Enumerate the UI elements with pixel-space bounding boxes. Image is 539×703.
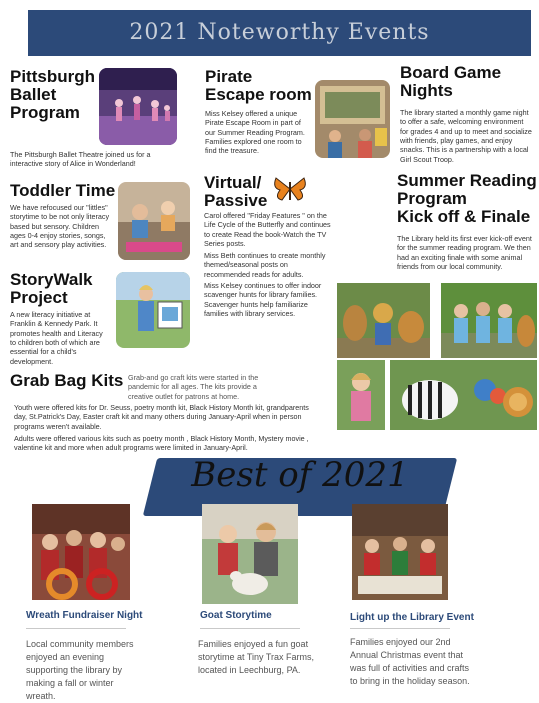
- footer-title-wreath: Wreath Fundraiser Night: [26, 610, 143, 621]
- toddler-text: We have refocused our "littles" storytime to be not only literacy based but sensory. Children ages 0-4 enjoy stories, songs, art and sensory play activities.: [10, 203, 110, 250]
- footer-text-wreath: Local community members enjoyed an evening supporting the library by making a fall or winter wreath.: [26, 639, 134, 702]
- footer-text-goat: Families enjoyed a fun goat storytime at Tiny Trax Farms, located in Leechburg, PA.: [198, 639, 315, 676]
- footer-text-lightup: Families enjoyed our 2nd Annual Christmas event that was full of activities and crafts to bring in the holiday season.: [350, 637, 470, 687]
- grabbag-heading: Grab Bag Kits: [10, 371, 124, 390]
- summer-animals-photo: [337, 283, 430, 358]
- wreath-photo: [32, 504, 130, 600]
- page-title: 2021 Noteworthy Events: [129, 20, 430, 45]
- summer-heading: Summer Reading Program Kick off & Finale: [397, 171, 537, 226]
- virtual-text-3: Miss Kelsey continues to offer indoor scavenger hunts for library families. Scavenger hunts help familiarize families with library services.: [204, 281, 322, 319]
- footer-divider-lightup: [350, 628, 450, 629]
- goat-photo: [202, 504, 298, 604]
- storywalk-heading: StoryWalk Project: [10, 270, 93, 307]
- storywalk-photo: [116, 272, 190, 348]
- ballet-text: The Pittsburgh Ballet Theatre joined us for a interactive story of Alice in Wonderland!: [10, 150, 151, 169]
- grabbag-youth-text: Youth were offered kits for Dr. Seuss, poetry month kit, Black History Month kit, grandparents day, St.Patrick's Day, Easter craft kit and many others during January-April when in person programs weren't available.: [14, 403, 309, 431]
- footer-title-goat: Goat Storytime: [200, 610, 272, 621]
- footer-divider-goat: [200, 628, 300, 629]
- grabbag-side-text: Grab-and go craft kits were started in the pandemic for all ages. The kits provide a creative outlet for patrons at home.: [128, 373, 259, 401]
- best-title: Best of 2021: [191, 455, 409, 495]
- butterfly-icon: [272, 174, 308, 204]
- summer-text: The Library held its first ever kick-off event for the summer reading program. We then had an exciting finale with some animal friends from our local community.: [397, 234, 532, 272]
- grabbag-adult-text: Adults were offered various kits such as poetry month , Black History Month, Mystery movie , valentine kit and more when adult programs were limited in January-April.: [14, 434, 309, 453]
- footer-divider-wreath: [26, 628, 126, 629]
- virtual-text-2: Miss Beth continues to create monthly themed/seasonal posts on recommended reads for adults.: [204, 251, 326, 279]
- virtual-text-1: Carol offered "Friday Features " on the Life Cycle of the Butterfly and continues to create Read the book-Watch the TV Series posts.: [204, 211, 331, 249]
- board-text: The library started a monthly game night to offer a safe, welcoming environment for grades 4 and up to meet and socialize with friends, play games, and enjoy snacks. This is a partnership with a local Girl Scout Troop.: [400, 108, 532, 164]
- footer-title-lightup: Light up the Library Event: [350, 612, 474, 623]
- escape-room-photo: [315, 80, 390, 158]
- ballet-photo: [99, 68, 177, 145]
- storywalk-text: A new literacy initiative at Franklin & Kennedy Park. It promotes health and Literacy to children both of which are essential for a child's development.: [10, 310, 103, 366]
- pirate-heading: Pirate Escape room: [205, 67, 312, 104]
- toddler-photo: [118, 182, 190, 260]
- christmas-photo: [352, 504, 448, 600]
- board-heading: Board Game Nights: [400, 63, 502, 100]
- toddler-heading: Toddler Time: [10, 181, 116, 200]
- virtual-heading: Virtual/ Passive: [204, 173, 268, 210]
- ballet-heading: Pittsburgh Ballet Program: [10, 67, 95, 122]
- summer-child-photo: [337, 360, 385, 430]
- summer-staff-photo: [441, 283, 537, 358]
- summer-zebra-photo: [390, 360, 537, 430]
- pirate-text: Miss Kelsey offered a unique Pirate Escape Room in part of our Summer Reading Program. Families explored one room to find the treasure.: [205, 109, 305, 156]
